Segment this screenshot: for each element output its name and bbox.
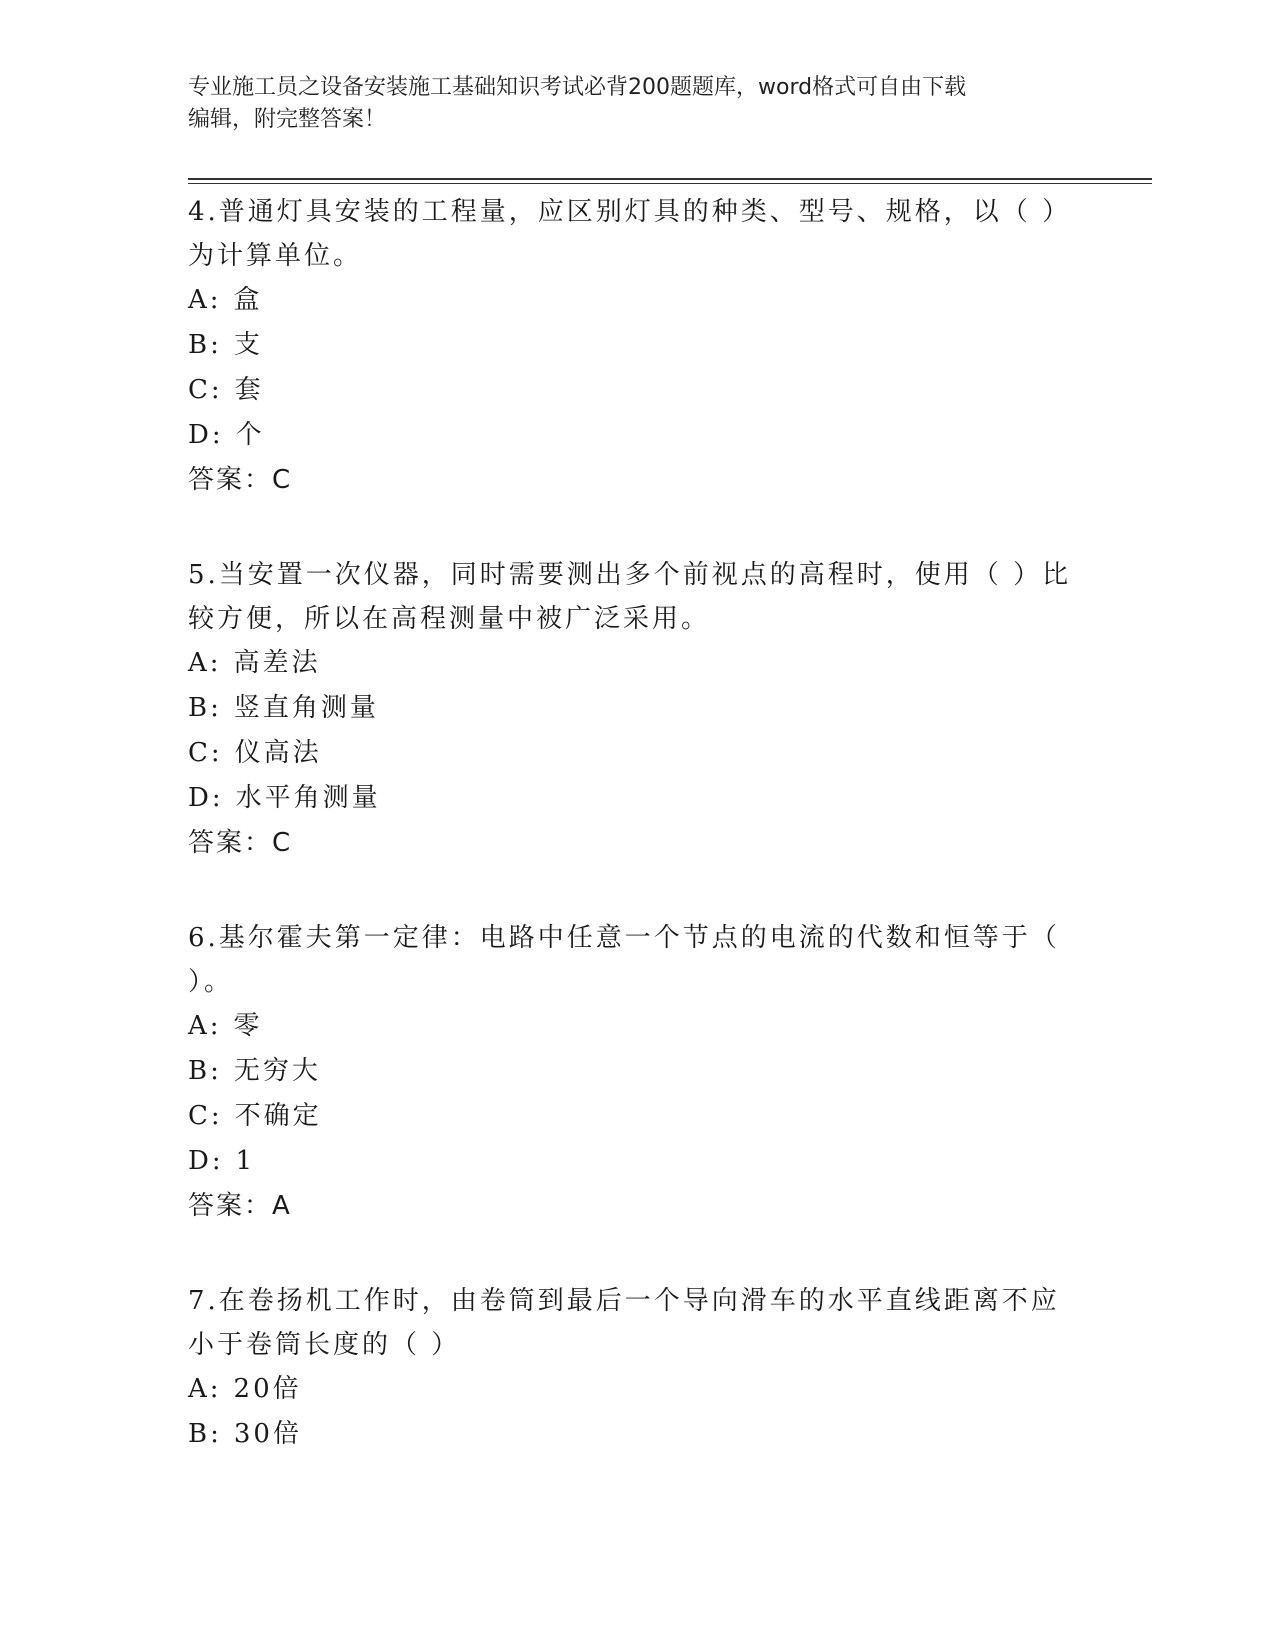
option-text: 个 [235,420,265,450]
option-letter: B: [188,693,222,723]
question-stem-line-1: 5.当安置一次仪器，同时需要测出多个前视点的高程时，使用（ ）比 [188,560,1072,590]
option-text: 无穷大 [233,1056,321,1086]
header-divider-thin [188,183,1152,184]
question-4 [188,190,1088,503]
question-stem-line-1: 4.普通灯具安装的工程量，应区别灯具的种类、型号、规格，以（ ） [188,197,1072,227]
option-c [188,1094,1088,1139]
option-a [188,1004,1088,1049]
option-text: 水平角测量 [235,783,381,813]
option-a [188,641,1088,686]
question-7 [188,1279,1088,1457]
option-text: 盒 [233,285,263,315]
option-letter: A: [188,1374,222,1404]
option-letter: B: [188,1419,222,1449]
option-c [188,368,1088,413]
option-a [188,278,1088,323]
option-b [188,686,1088,731]
question-stem-line-1: 6.基尔霍夫第一定律：电路中任意一个节点的电流的代数和恒等于（ [188,923,1060,953]
option-text: 高差法 [233,648,321,678]
question-stem-line-2: 小于卷筒长度的（ ） [188,1330,461,1360]
question-stem-line-2: 较方便，所以在高程测量中被广泛采用。 [188,604,711,634]
header-title-line-2: 编辑，附完整答案！ [188,107,387,132]
option-text: 仪高法 [234,738,322,768]
option-letter: B: [188,330,222,360]
option-letter: C: [188,375,223,405]
option-text: 20倍 [233,1374,302,1404]
question-stem [188,190,1088,278]
option-letter: A: [188,285,222,315]
document-header [188,72,1088,136]
option-c [188,731,1088,776]
question-stem [188,1279,1088,1367]
option-d [188,1139,1088,1184]
option-letter: C: [188,738,223,768]
option-b [188,1412,1088,1457]
option-text: 零 [233,1011,263,1041]
question-list [188,190,1088,1507]
option-b [188,323,1088,368]
option-letter: A: [188,1011,222,1041]
option-letter: D: [188,420,224,450]
option-letter: D: [188,1146,224,1176]
question-stem [188,916,1088,1004]
header-divider-thick [188,178,1152,180]
option-text: 不确定 [234,1101,322,1131]
question-stem-line-2: ）。 [188,967,234,997]
header-title-line-1: 专业施工员之设备安装施工基础知识考试必背200题题库，word格式可自由下载 [188,75,967,100]
option-a [188,1367,1088,1412]
option-letter: C: [188,1101,223,1131]
option-b [188,1049,1088,1094]
option-letter: D: [188,783,224,813]
question-stem [188,553,1088,641]
question-5 [188,553,1088,866]
answer-line: 答案：C [188,465,293,495]
option-letter: A: [188,648,222,678]
option-text: 30倍 [233,1419,302,1449]
question-stem-line-1: 7.在卷扬机工作时，由卷筒到最后一个导向滑车的水平直线距离不应 [188,1286,1060,1316]
answer-line: 答案：C [188,828,293,858]
option-text: 套 [234,375,264,405]
option-text: 支 [233,330,263,360]
answer-line: 答案：A [188,1191,292,1221]
option-text: 竖直角测量 [233,693,379,723]
option-letter: B: [188,1056,222,1086]
option-d [188,776,1088,821]
option-d [188,413,1088,458]
question-stem-line-2: 为计算单位。 [188,241,363,271]
question-6 [188,916,1088,1229]
option-text: 1 [235,1146,256,1176]
